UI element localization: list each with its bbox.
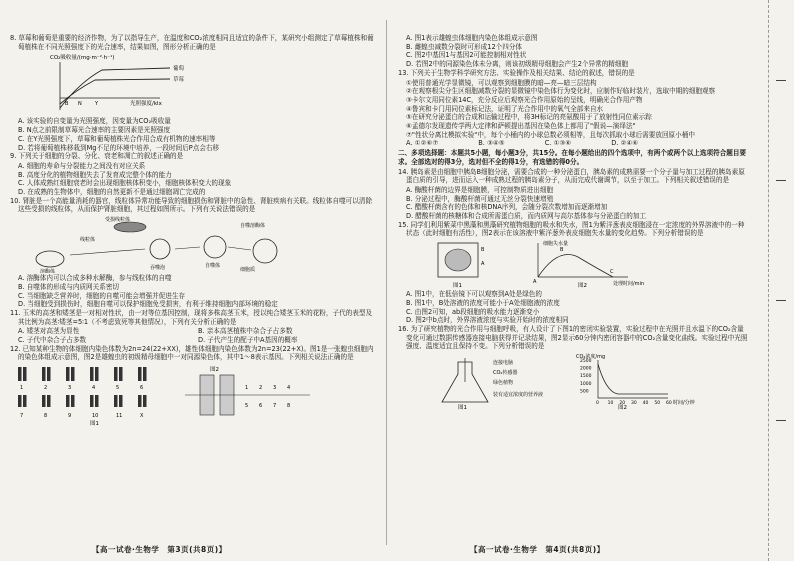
chart-xlabel: 光照强度/klx — [130, 101, 162, 108]
option-d[interactable]: D. 图2中b点时，外界溶液浓度与实验开始时的浓度相同 — [406, 316, 569, 325]
phagophore-shape — [150, 239, 170, 259]
section-2-heading: 二、多项选择题：本题共5小题，每小题3分，共15分。在每小题给出的四个选项中，有两个或两个以上选项符合题目要求。全部选对的得3分，选对但不全的得1分，有选错的得0分。 — [398, 149, 747, 166]
gene-number: 6 — [259, 403, 263, 410]
x-tick-label: 0 — [596, 401, 599, 407]
chromosome-shape — [47, 395, 51, 407]
option-d[interactable]: D. 在成熟的生物体中，细胞的自然更新不是通过细胞凋亡完成的 — [18, 188, 206, 197]
label-phagophore: 吞噬泡 — [150, 265, 166, 272]
chromosome-shape — [143, 367, 147, 381]
tick-label: N — [78, 101, 82, 108]
co2-chart — [580, 358, 672, 406]
gene-number: 2 — [259, 385, 263, 392]
question-10 — [10, 197, 378, 309]
autolysosome-shape — [253, 239, 277, 263]
label-b: B — [481, 247, 485, 254]
option-a[interactable]: A. 图1表示雄蝗虫体细胞内染色体组成示意图 — [406, 34, 538, 42]
option-c[interactable]: C. 在Y光照强度下，草莓和葡萄植株光合作用合成有机物的速率相等 — [18, 134, 216, 143]
option-c[interactable]: C. 由图2可知，ab段细胞的吸水能力逐渐变小 — [406, 307, 540, 316]
right-column — [398, 34, 750, 411]
plasmolysis-figure — [398, 239, 750, 289]
chromosome-number: X — [140, 413, 144, 420]
y-tick-label: 1500 — [580, 374, 592, 380]
fig1-caption: 图1 — [458, 405, 467, 411]
question-13 — [398, 69, 750, 148]
q8-figure — [10, 52, 378, 116]
lysosome-shape — [36, 251, 64, 267]
question-stem: 14. 胰岛素是由细胞中胰岛B细胞分泌，需要合成的一种分泌蛋白，胰岛素的成熟需要一个分子量与加工过程的胰岛素原蛋白质的引导，进而运入一种成熟过程的胰岛素分子，从而完成代谢调节，以至于加工。下列相关叙述错误的是 — [398, 167, 745, 185]
gene-number: 5 — [245, 403, 249, 410]
chromosome-shape — [90, 395, 94, 407]
option-d[interactable]: D. 醋酸杆菌的核糖体和合成所需蛋白质，而内质网与高尔基体参与分泌蛋白的加工 — [406, 212, 647, 221]
chart-xlabel: 处理时间/min — [613, 281, 645, 288]
chart-xlabel: 时间/分钟 — [673, 400, 695, 407]
label-lysosome: 溶酶体 — [40, 269, 56, 274]
karyotype-figure — [18, 367, 147, 419]
left-column — [10, 34, 378, 428]
chromosome-shape — [138, 367, 142, 381]
co2-curve — [598, 364, 668, 394]
chromosome-number: 11 — [116, 413, 123, 420]
question-stem: 12. 已知某种生物的体细胞内染色体数为2n=24(22+XX)，雄性体细胞内染色体数为2n=23(22+X)。图1是一张蝗虫细胞内的染色体组成示意图，图2是雄蝗虫的初级精母细胞中一对同源染色体，其中1～8表示基因。下列相关说法正确的是 — [10, 344, 374, 362]
x-tick-label: 20 — [619, 401, 626, 407]
label-sensor: CO₂传感器 — [493, 370, 518, 377]
chromosome-number: 4 — [92, 385, 96, 392]
binding-line — [768, 0, 770, 561]
chromosome-shape — [23, 367, 27, 381]
chromosome-shape — [47, 367, 51, 381]
question-stem: 10. 肾脏是一个高能量消耗的器官，线粒体异常功能导致的细胞损伤和肾脏中的急性、肾脏疾病有关联。线粒体自噬可以清除这些受损的线粒体，从而保护肾脏细胞，其过程如图所示。下列有关说法错误的是 — [10, 196, 373, 214]
option-a[interactable]: A. ①②⑥⑦ — [406, 139, 439, 148]
label-solution: 装有适宜浓度的营养液 — [493, 392, 544, 399]
question-9 — [10, 152, 378, 197]
label-cytoplasm: 细胞质 — [240, 267, 256, 274]
fig1-caption: 图1 — [453, 283, 462, 290]
question-stem: 13. 下列关于生物学科学研究方法、实验操作及相关结果、结论的叙述，错误的是 — [398, 68, 635, 77]
chromosome-shape — [71, 395, 75, 407]
chromosome-shape — [143, 395, 147, 407]
page-footer-left: 【高一试卷·生物学 第3页(共8页)】 — [92, 545, 227, 554]
option-d[interactable]: D. 若图2中的同源染色体未分离，则该初级精母细胞会产生2个异常的精细胞 — [406, 60, 629, 69]
option-b[interactable]: B. N点之前限制草莓光合速率的主要因素是光照强度 — [18, 126, 171, 135]
chromosome-shape — [114, 395, 118, 407]
option-d[interactable]: D. 当细胞受到损伤时，细胞自噬可以保护细胞免受损害，有利于维持细胞内部环境的稳定 — [18, 300, 278, 309]
column-divider — [386, 20, 387, 545]
chromosome-shape — [119, 367, 123, 381]
chromosome-shape — [71, 367, 75, 381]
water-loss-curve — [538, 255, 613, 278]
statement-1: ①使用普通光学显微镜，可以观察到细胞膜的暗—亮—暗三层结构 — [406, 78, 597, 87]
chart-ylabel: CO₂吸收量/(mg·m⁻²·h⁻¹) — [50, 55, 115, 62]
series-label-strawberry: 草莓 — [173, 77, 185, 84]
gene-number: 8 — [287, 403, 291, 410]
fig2-caption: 图2 — [578, 283, 587, 290]
option-c[interactable]: C. 人体成熟红细胞衰老时会出现细胞核体积变小，细胞核体积变大的现象 — [18, 179, 232, 188]
gene-number: 7 — [273, 403, 277, 410]
option-c[interactable]: C. 醋酸杆菌含有的色体和核DNA序列，会随分裂次数增加而逐渐增加 — [406, 203, 608, 212]
label-autolysosome: 自噬溶酶体 — [240, 223, 266, 230]
label-damaged-mito: 受损线粒体 — [105, 217, 131, 224]
option-b[interactable]: B. 亲本高茎植株中杂合子占多数 — [198, 327, 293, 336]
chromosome-number: 7 — [20, 413, 24, 420]
chromosome-shape — [114, 367, 118, 381]
option-b[interactable]: B. 高度分化的植物细胞失去了发育成完整个体的能力 — [18, 170, 172, 179]
x-tick-label: 60 — [666, 401, 672, 407]
question-15 — [398, 221, 750, 325]
chromosome-number: 8 — [44, 413, 48, 420]
option-a[interactable]: A. 图1中，在低倍镜下可以观察到A处是绿色的 — [406, 290, 542, 299]
option-d[interactable]: D. 子代产生的配子中A基因的概率 — [198, 336, 298, 345]
chart-axes — [598, 360, 668, 398]
point-label: A — [533, 279, 537, 286]
y-tick-label: 2000 — [580, 366, 592, 372]
chromosome-shape — [23, 395, 27, 407]
option-b[interactable]: B. ③④⑤ — [478, 139, 505, 148]
x-tick-label: 30 — [631, 401, 637, 407]
option-b[interactable]: B. 图1中，B处溶液的浓度可能小于A处细胞液的浓度 — [406, 298, 560, 307]
mitochondria-shape — [114, 222, 146, 232]
fig2-caption: 图2 — [618, 405, 627, 411]
y-tick-label: 500 — [580, 389, 589, 395]
chart-ylabel: 细胞失水量 — [543, 241, 569, 248]
statement-6: ⑥孟德尔发现遗传学两大定律和萨顿提出基因在染色体上都用了"假说—演绎法" — [406, 122, 636, 131]
chromosome-shape — [119, 395, 123, 407]
option-a[interactable]: A. 酶酸杆菌的边界是细胞膜，可控制物质进出细胞 — [406, 185, 554, 194]
option-a[interactable]: A. 矮茎对高茎为显性 — [18, 327, 80, 336]
fig2-caption: 图2 — [210, 367, 219, 374]
option-d[interactable]: D. 若将葡萄植株移栽到Mg不足的环境中培养，一段时间后P点会右移 — [18, 143, 220, 152]
chromosome-shape — [95, 367, 99, 381]
statement-2: ②在观察根尖分生区细胞减数分裂的显微镜中染色体行为变化时，应制作好临时装片，选取中期的细胞观察 — [406, 87, 716, 96]
x-tick-label: 40 — [642, 401, 649, 407]
chromosome-number: 1 — [20, 385, 24, 392]
option-d[interactable]: D. ②④⑥ — [611, 139, 639, 148]
question-8 — [10, 34, 378, 152]
option-b[interactable]: B. 分泌过程中，酶酸杆菌可通过无丝分裂快速增殖 — [406, 194, 554, 203]
co2-figure — [398, 352, 750, 410]
chromosome-shape — [138, 395, 142, 407]
photosynthesis-chart — [10, 52, 210, 116]
option-c[interactable]: C. 当细胞缺乏营养时，细胞的自噬可能会增强并促进生存 — [18, 291, 186, 300]
y-tick-label: 1000 — [580, 381, 592, 387]
gene-number: 1 — [245, 385, 249, 392]
protoplast-shape — [445, 249, 471, 271]
label-mito: 线粒体 — [80, 237, 96, 244]
question-stem: 11. 玉米的高茎和矮茎是一对相对性状，由一对等位基因控制，现将多株高茎玉米，授以纯合矮茎玉米的花粉，子代的表型及其比例为高茎∶矮茎=5∶1（不考虑致死等其他情况），下列有关分析正确的是 — [10, 308, 373, 326]
option-b[interactable]: B. 自噬体的形成与内质网关系密切 — [18, 282, 120, 291]
chromosome-figure — [10, 363, 378, 427]
option-c[interactable]: C. ①③⑥ — [544, 139, 572, 148]
question-16 — [398, 325, 750, 410]
option-b[interactable]: B. 雌蝗虫减数分裂时可形成12个四分体 — [406, 42, 523, 51]
y-tick-label: 2500 — [580, 359, 592, 365]
label-plant: 绿色植物 — [493, 380, 514, 387]
chromosome-number: 5 — [116, 385, 120, 392]
question-14 — [398, 168, 750, 221]
chromosome-shape — [66, 395, 70, 407]
series-label-grape: 葡萄 — [173, 66, 185, 73]
question-stem: 8. 草莓和葡萄是重要的经济作物，为了以指导生产，在温度和CO₂浓度相同且适宜的条件下，某研究小组测定了草莓植株和葡萄植株在不同光照强度下的光合速率，结果如图，图形分析正确的是 — [10, 34, 374, 51]
chromosome-shape — [18, 367, 22, 381]
chromosome-number: 10 — [92, 413, 99, 420]
binding-mark — [776, 180, 786, 181]
question-12 — [10, 345, 378, 427]
chromosome-shape — [95, 395, 99, 407]
question-stem: 9. 下列关于细胞的分裂、分化、衰老和凋亡的叙述正确的是 — [10, 152, 184, 161]
mitophagy-figure — [10, 215, 378, 273]
chromosome-shape — [66, 367, 70, 381]
gene-number: 3 — [273, 385, 277, 392]
statement-4: ④鲁宾和卡门用同位素标记法，证明了光合作用中的氧气全部来自水 — [406, 104, 604, 113]
chromosome-shape — [42, 367, 46, 381]
page-footer-right: 【高一试卷·生物学 第4页(共8页)】 — [470, 545, 605, 554]
option-c[interactable]: C. 子代中杂合子占多数 — [18, 336, 87, 345]
fig1-caption: 图1 — [90, 421, 99, 428]
question-stem: 15. 同学们利用紫菜中黑藻和黑藻研究植物细胞的吸水和失水，图1为紫洋葱表皮细胞浸在一定浓度的外界溶液中的一种状态（此时细胞有活性），图2表示在该溶液中紫洋葱外表皮细胞失水量的变化趋势。下列分析错误的是 — [398, 220, 745, 238]
question-11 — [10, 309, 378, 345]
chromosome-number: 6 — [140, 385, 144, 392]
statement-5: ⑤在研究分泌蛋白的合成和运输过程中，将3H标记的亮氨酸用于了放射性同位素示踪 — [406, 113, 652, 122]
point-label: C — [610, 269, 614, 276]
question-stem: 16. 为了研究植物的光合作用与细胞呼吸，有人设计了下图1的密闭实验装置，实验过程中在光照并且水温下的CO₂含量变化可通过数据传感器连接电脑获得并记录结果，图2显示60分钟内密闭容器中的CO₂含量变化曲线。实验过程中光照强度、温度适宜且保持不变。下列分析错误的是 — [398, 324, 748, 351]
chromosome-number: 2 — [44, 385, 48, 392]
chart-ylabel: CO₂浓度/mg — [576, 354, 606, 361]
tick-label: Y — [95, 101, 99, 108]
chromosome-number: 3 — [68, 385, 72, 392]
label-a: A — [481, 261, 485, 268]
chromosome-shape — [90, 367, 94, 381]
tick-label: B — [65, 101, 69, 108]
autophagosome-shape — [204, 236, 226, 258]
option-a[interactable]: A. 溶酶体内可以合成多种水解酶，参与线粒体的自噬 — [18, 274, 172, 283]
statement-3: ③卡尔文用同位素14C，充分反应后观察光合作用原始的呈线，明确光合作用产物 — [406, 95, 643, 104]
option-a[interactable]: A. 该实验的自变量为光照强度，因变量为CO₂吸收量 — [18, 117, 171, 126]
binding-mark — [776, 300, 786, 301]
chromosome-number: 9 — [68, 413, 72, 420]
chromosome-shape — [18, 395, 22, 407]
label-computer: 连接电脑 — [493, 360, 514, 367]
binding-mark — [776, 420, 786, 421]
gene-number: 4 — [287, 385, 291, 392]
chromosome-shape — [42, 395, 46, 407]
point-label: B — [560, 247, 564, 254]
label-autophagosome: 自噬体 — [205, 263, 221, 270]
option-c[interactable]: C. 图2中基因1与基因2可能控制相对性状 — [406, 51, 527, 60]
x-tick-label: 50 — [654, 401, 661, 407]
statement-7: ⑦"性状分离比模拟实验"中，每个小桶内的小球总数必须相等，且每次抓取小球后需要放回原小桶中 — [406, 130, 695, 139]
option-a[interactable]: A. 细胞的寿命与分裂能力之间没有对应关系 — [18, 161, 146, 170]
binding-mark — [776, 80, 786, 81]
x-tick-label: 10 — [607, 401, 614, 407]
